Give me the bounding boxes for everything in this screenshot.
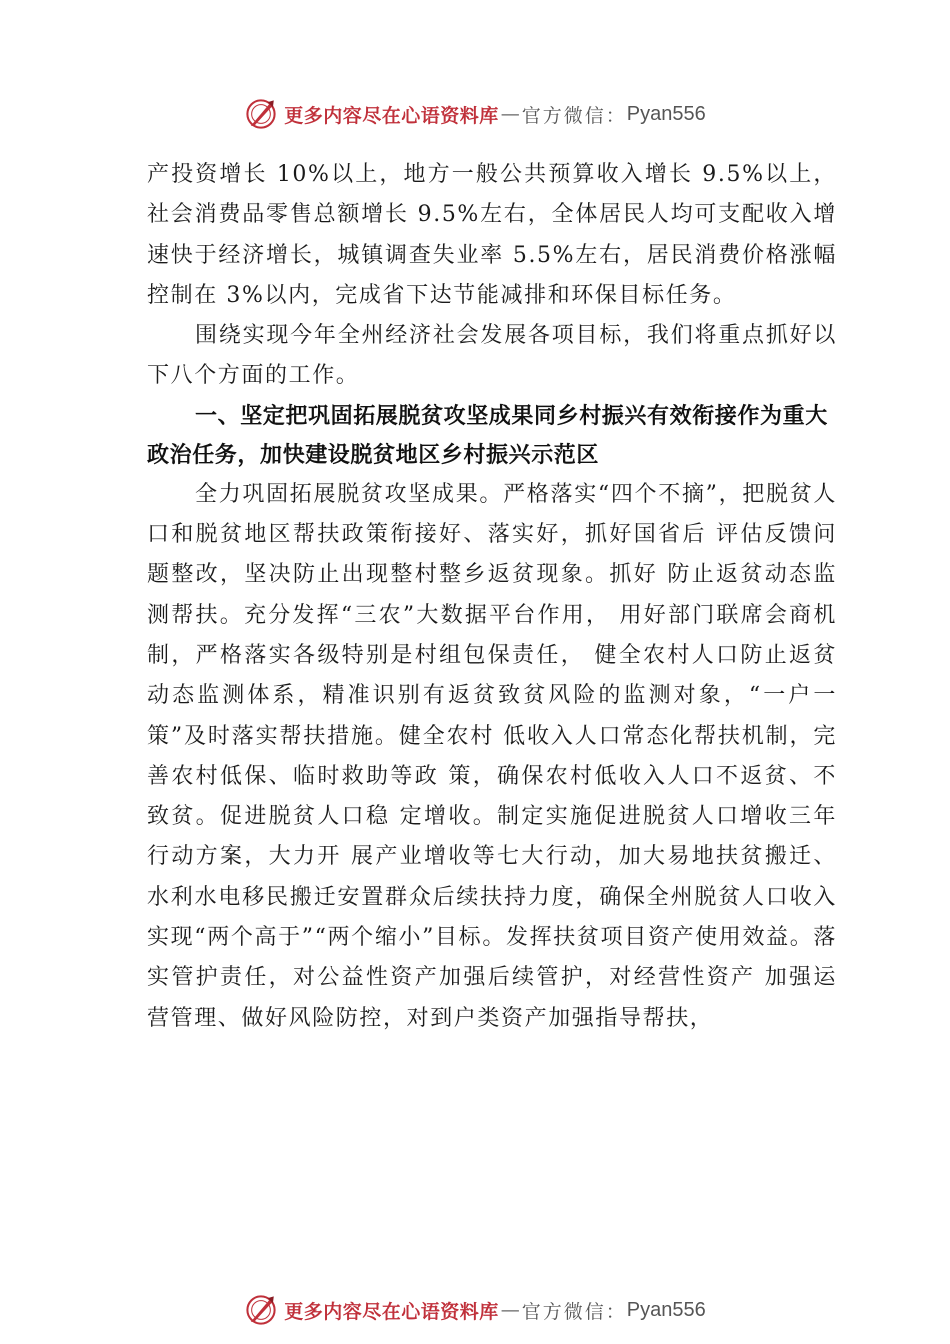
- watermark-wechat-label: 官方微信：: [521, 104, 627, 127]
- paragraph-continued: 产投资增长 10%以上，地方一般公共预算收入增长 9.5%以上，社会消费品零售总额增长 9.5%左右，全体居民人均可支配收入增速快于经济增长，城镇调查失业率 5.5%左右，居民消费价格涨幅控制在 3%以内，完成省下达节能减排和环保目标任务。: [147, 162, 837, 308]
- quill-seal-icon: [244, 1293, 278, 1327]
- watermark-separator: —: [500, 1299, 520, 1321]
- watermark-separator: —: [500, 103, 520, 125]
- watermark-wechat-label: 官方微信：: [521, 1300, 627, 1323]
- footer-watermark: [0, 1290, 950, 1330]
- document-body: [147, 155, 837, 1039]
- watermark-brand: 更多内容尽在心语资料库: [284, 1300, 499, 1323]
- header-watermark: [0, 94, 950, 134]
- paragraph-intro: 围绕实现今年全州经济社会发展各项目标，我们将重点抓好以下八个方面的工作。: [147, 323, 837, 389]
- watermark-wechat-id: Pyan556: [626, 1298, 706, 1321]
- section-heading: 一、坚定把巩固拓展脱贫攻坚成果同乡村振兴有效衔接作为重大政治任务，加快建设脱贫地区乡村振兴示范区: [147, 403, 828, 468]
- watermark-wechat-id: Pyan556: [626, 102, 706, 125]
- quill-seal-icon: [244, 97, 278, 131]
- paragraph-main: 全力巩固拓展脱贫攻坚成果。严格落实“四个不摘”，把脱贫人口和脱贫地区帮扶政策衔接好、落实好，抓好国省后 评估反馈问题整改，坚决防止出现整村整乡返贫现象。抓好 防止返贫动态监测帮扶。充分发挥“三农”大数据平台作用， 用好部门联席会商机制，严格落实各级特别是村组包保责任， 健全农村人口防止返贫动态监测体系，精准识别有返贫致贫风险的监测对象，“一户一策”及时落实帮扶措施。健全农村 低收入人口常态化帮扶机制，完善农村低保、临时救助等政 策，确保农村低收入人口不返贫、不致贫。促进脱贫人口稳 定增收。制定实施促进脱贫人口增收三年行动方案，大力开 展产业增收等七大行动，加大易地扶贫搬迁、水利水电移民搬迁安置群众后续扶持力度，确保全州脱贫人口收入实现“两个高于”“两个缩小”目标。发挥扶贫项目资产使用效益。落实管护责任，对公益性资产加强后续管护，对经营性资产 加强运营管理、做好风险防控，对到户类资产加强指导帮扶，: [147, 481, 837, 1031]
- watermark-brand: 更多内容尽在心语资料库: [284, 104, 499, 127]
